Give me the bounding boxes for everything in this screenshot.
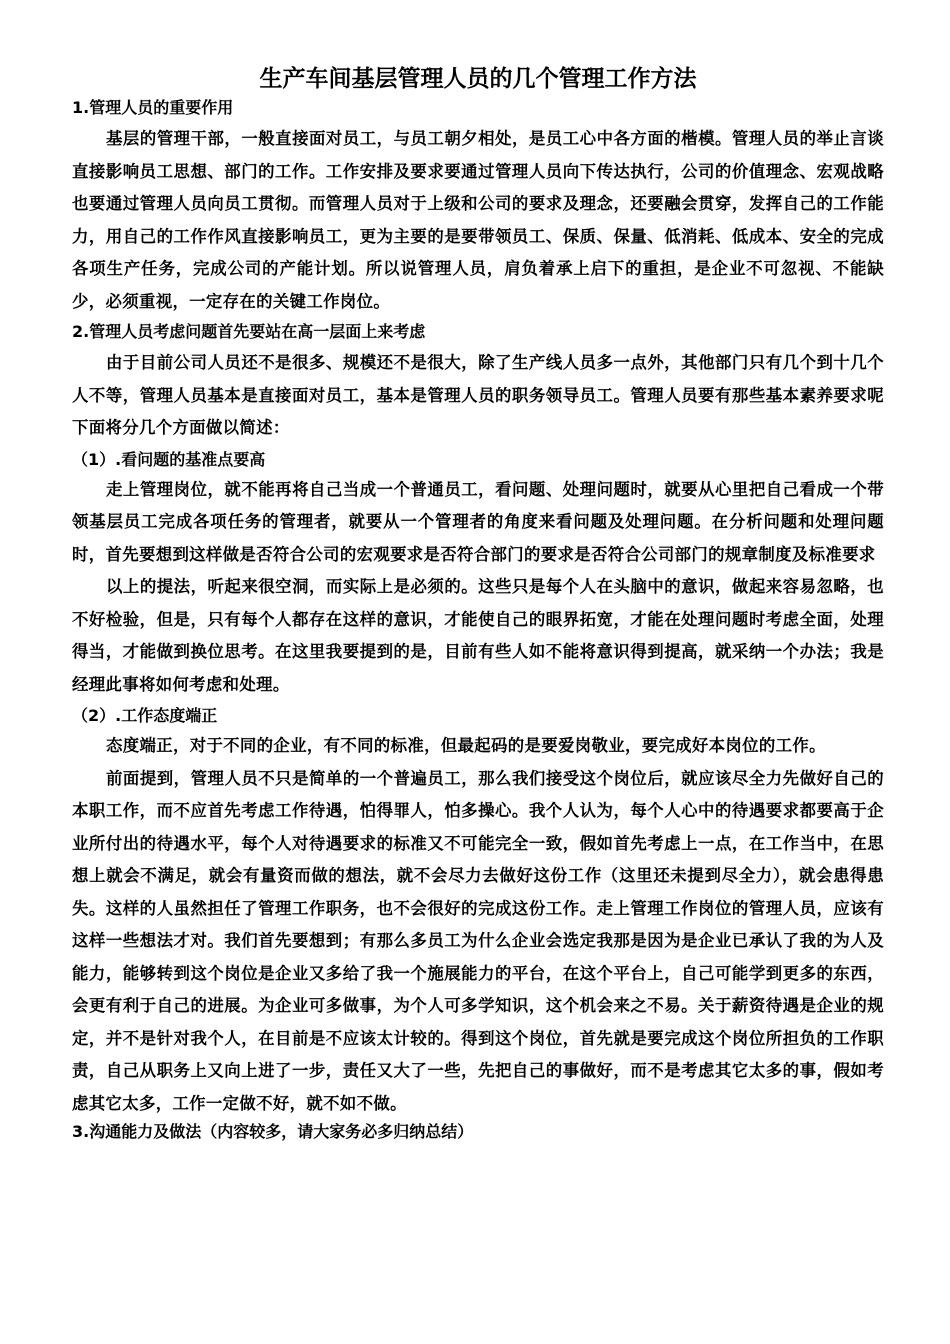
subsection-heading: （2）.工作态度端正 [72,706,218,725]
paragraph: 态度端正，对于不同的企业，有不同的标准，但最起码的是要爱岗敬业，要完成好本岗位的工作。 [106,736,826,755]
section-heading: 2.管理人员考虑问题首先要站在高一层面上来考虑 [72,322,426,341]
document-page [72,64,884,1147]
section-1 [72,96,884,318]
paragraph: 走上管理岗位，就不能再将自己当成一个普通员工，看问题、处理问题时，就要从心里把自己看成一个带领基层员工完成各项任务的管理者，就要从一个管理者的角度来看问题及处理问题。在分析问题和处理问题时，首先要想到这样做是否符合公司的宏观要求是否符合部门的要求是否符合公司部门的规章制度及标准要求 [72,479,884,564]
paragraph: 由于目前公司人员还不是很多、规模还不是很大，除了生产线人员多一点外，其他部门只有几个到十几个人不等，管理人员基本是直接面对员工，基本是管理人员的职务领导员工。管理人员要有那些基本素养要求呢下面将分几个方面做以简述： [72,353,884,437]
document-title: 生产车间基层管理人员的几个管理工作方法 [259,66,697,92]
subsection-heading: （1）.看问题的基准点要高 [72,449,266,469]
section-2 [72,320,884,1120]
subsection-1 [72,448,884,702]
section-heading: 3.沟通能力及做法（内容较多，请大家务必多归纳总结） [72,1122,474,1141]
subsection-2 [72,704,884,1120]
paragraph: 前面提到，管理人员不只是简单的一个普遍员工，那么我们接受这个岗位后，就应该尽全力先做好自己的本职工作，而不应首先考虑工作待遇，怕得罪人，怕多操心。我个人认为，每个人心中的待遇要求都要高于企业所付出的待遇水平，每个人对待遇要求的标准又不可能完全一致，假如首先考虑上一点，在工作当中，在思想上就会不满足，就会有量资而做的想法，就不会尽力去做好这份工作（这里还未提到尽全力），就会患得患失。这样的人虽然担任了管理工作职务，也不会很好的完成这份工作。走上管理工作岗位的管理人员，应该有这样一些想法才对。我们首先要想到；有那么多员工为什么企业会选定我那是因为是企业已承认了我的为人及能力，能够转到这个岗位是企业又多给了我一个施展能力的平台，在这个平台上，自己可能学到更多的东西，会更有利于自己的进展。为企业可多做事，为个人可多学知识，这个机会来之不易。关于薪资待遇是企业的规定，并不是针对我个人，在目前是不应该太计较的。得到这个岗位，首先就是要完成这个岗位所担负的工作职责，自己从职务上又向上进了一步，责任又大了一些，先把自己的事做好，而不是考虑其它太多的事，假如考虑其它太多，工作一定做不好，就不如不做。 [72,768,884,1113]
paragraph: 以上的提法，听起来很空洞，而实际上是必须的。这些只是每个人在头脑中的意识，做起来容易忽略，也不好检验，但是，只有每个人都存在这样的意识，才能使自己的眼界拓宽，才能在处理问题时考虑全面，处理得当，才能做到换位思考。在这里我要提到的是，目前有些人如不能将意识得到提高，就采纳一个办法；我是经理此事将如何考虑和处理。 [72,577,884,694]
paragraph: 基层的管理干部，一般直接面对员工，与员工朝夕相处，是员工心中各方面的楷模。管理人员的举止言谈直接影响员工思想、部门的工作。工作安排及要求要通过管理人员向下传达执行，公司的价值理念、宏观战略也要通过管理人员向员工贯彻。而管理人员对于上级和公司的要求及理念，还要融会贯穿，发挥自己的工作能力，用自己的工作作风直接影响员工，更为主要的是要带领员工、保质、保量、低消耗、低成本、安全的完成各项生产任务，完成公司的产能计划。所以说管理人员，肩负着承上启下的重担，是企业不可忽视、不能缺少，必须重视，一定存在的关键工作岗位。 [72,129,884,311]
section-heading: 1.管理人员的重要作用 [72,98,234,117]
section-3 [72,1120,884,1143]
